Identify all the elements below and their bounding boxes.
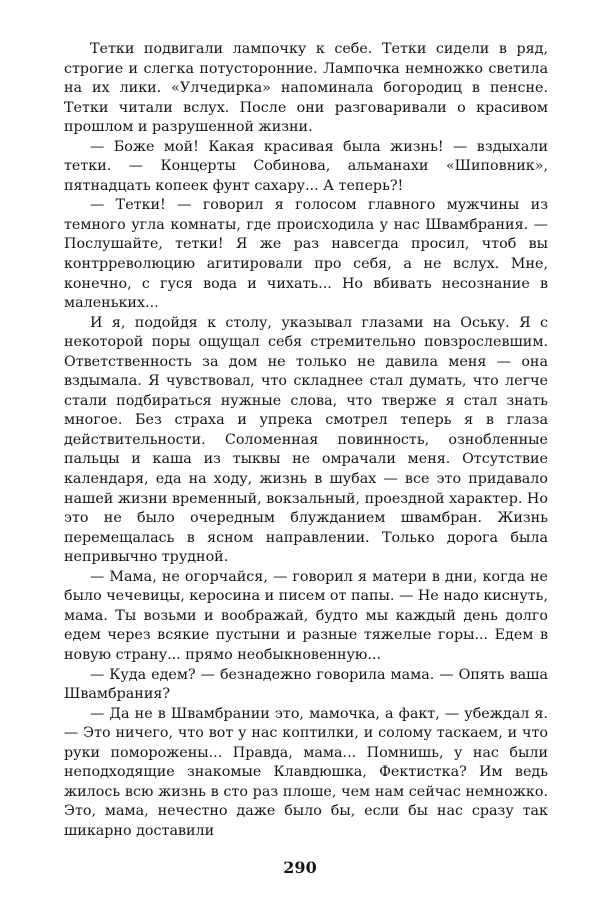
body-text (64, 40, 548, 841)
paragraph-5: — Мама, не огорчайся, — говорил я матери в дни, когда не было чечевицы, керосина и писем от папы. — Не надо киснуть, мама. Ты возьми и воображай, будто мы каждый день долго едем через всякие пустыни и разные тяжелые горы... Едем в новую страну... прямо необыкновенную... (64, 568, 548, 663)
paragraph-1: Тетки подвигали лампочку к себе. Тетки сидели в ряд, строгие и слегка потусторонние. Лампочка немножко светила на их лики. «Улчедирка» напоминала богородиц в пенсне. Тетки читали вслух. После они разговаривали о красивом прошлом и разрушенной жизни. (64, 41, 548, 136)
paragraph-3: — Тетки! — говорил я голосом главного мужчины из темного угла комнаты, где происходила у нас Швамбрания. — Послушайте, тетки! Я же раз навсегда просил, чтоб вы контрреволюцию агитировали про себя, а не вслух. Мне, конечно, с гуся вода и чихать... Но вбивать несознание в маленьких... (64, 197, 548, 312)
paragraph-4: И я, подойдя к столу, указывал глазами на Оську. Я с некоторой поры ощущал себя стремительно повзрослевшим. Ответственность за дом не только не давила меня — она вздымала. Я чувствовал, что складнее стал думать, что легче стали подбираться нужные слова, что тверже я стал знать многое. Без страха и упрека смотрел теперь я в глаза действительности. Соломенная повинность, ознобленные пальцы и каша из тыквы не омрачали меня. Отсутствие календаря, еда на ходу, жизнь в шубах — все это придавало нашей жизни временный, вокзальный, проездной характер. Но это не было очередным блужданием швамбран. Жизнь перемещалась в ясном направлении. Только дорога была непривычно трудной. (64, 314, 549, 566)
paragraph-6: — Куда едем? — безнадежно говорила мама. — Опять ваша Швамбрания? (64, 666, 548, 703)
page-number: 290 (283, 858, 317, 877)
paragraph-2: — Боже мой! Какая красивая была жизнь! — вздыхали тетки. — Концерты Собинова, альманахи «Шиповник», пятнадцать копеек фунт сахару... А теперь?! (64, 138, 548, 194)
paragraph-7: — Да не в Швамбрании это, мамочка, а факт, — убеждал я. — Это ничего, что вот у нас коптилки, и солому таскаем, и что руки поморожены... Правда, мама... Помнишь, у нас были неподходящие знакомые Клавдюшка, Фектистка? Им ведь жилось всю жизнь в сто раз плоше, чем нам сейчас немножко. Это, мама, нечестно даже было бы, если бы нас сразу так шикарно доставили (64, 705, 548, 839)
